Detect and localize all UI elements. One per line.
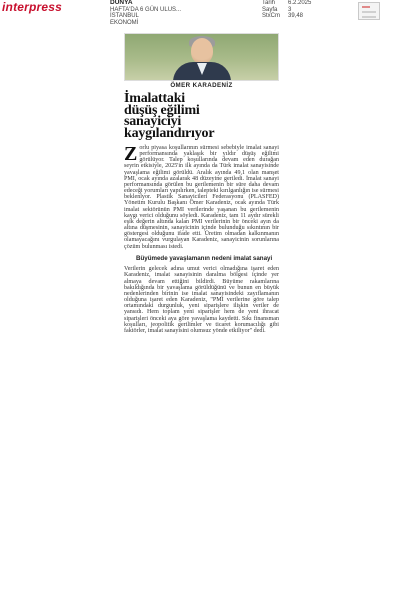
publication-info: [110, 0, 181, 26]
publication-frequency: HAFTA'DA 6 GÜN ULUS...: [110, 6, 182, 13]
meta-label: Tarih: [262, 0, 276, 6]
meta-row-stxcm: [262, 13, 328, 20]
meta-value: 39,48: [288, 13, 304, 19]
headline-line: kaygılandırıyor: [124, 125, 215, 141]
author-caption: ÖMER KARADENİZ: [170, 82, 233, 89]
meta-value: 6.2.2025: [288, 0, 312, 6]
paragraph-1-text: orlu piyasa koşullarının sürmesi sebebiyle imalat sanayi performansında yaklaşık bir yıldır düşüş eğilimi görülüyor. Talep koşullarında devam eden durağan seyrin etkisiyle, 2025'in ilk ayında da Türk imalat sanayisinde yavaşlama eğilimi görüldü. Aralık ayında 49,1 olan manşet PMI, ocak ayında azalarak 48 düzeyine geriledi. İmalat sanayi performansında görülen bu gerilemenin bir süre daha devam edeceği yorumları yapılırken, talepteki kırılganlığın ise sürmesi beklenlyor. Plastik Sanayicileri Federasyonu (PLASFED) Yönetim Kurulu Başkanı Ömer Karadeniz, ocak ayında Türk imalat sektörünün PMI verilerinde yaşanan bu gerilemenin kaygı verici olduğunu söyledi. Karadeniz, tam 11 aydır sürekli eşik değerin altında kalan PMI verilerinin bir önceki ayın da altına düşmesinin, sanayicinin içinde bulunduğu sıkıntının bir göstergesi olduğunu ifade etti. Üretim olmadan kalkınmanın olamayacağını vurgulayan Karadeniz, sanayicinin sorunlarına çözüm bulunması istedi.: [124, 145, 279, 250]
clipping-header: [0, 0, 400, 24]
clipping-meta: [262, 0, 328, 20]
interpress-logo: interpress: [2, 0, 63, 14]
publication-name: DÜNYA: [110, 0, 133, 6]
page-thumbnail-icon[interactable]: [358, 2, 380, 20]
paragraph-2: Verilerin gelecek adına umut verici olmadığına işaret eden Karadeniz, imalat sanayisinin daralma bölgesi içinde yer almaya devam ettiğini bildirdi. Büyüme rakamlarına bakıldığında bir yavaşlama görüldüğünü ve bunun en büyük nedenlerinden birinin ise imalat sanayisindeki zayıflamanın olduğuna işaret eden Karadeniz, "PMI verilerine göre talep ortamındaki durgunluk, yeni siparişlere ilişkin veriler de yansıdı. Hem toplam yeni siparişler hem de yeni ihracat siparişleri önceki aya göre yavaşlama kaydetti. Sıkı finansman koşulları, jeopolitik gerilimler ve ticaret korumacılığı gibi faktörler, imalat sanayisini olumsuz yönde etkiliyor" dedi.: [124, 266, 279, 334]
publication-category: EKONOMİ: [110, 19, 139, 26]
article: [124, 33, 279, 334]
headline-line: sanayiciyi: [124, 114, 182, 129]
article-subhead: Büyümede yavaşlamanın nedeni imalat sanayi: [136, 254, 273, 262]
author-photo: [124, 33, 279, 81]
meta-label: StxCm: [262, 13, 280, 19]
meta-value: 3: [288, 6, 292, 13]
article-body: [124, 145, 279, 334]
drop-cap: Z: [124, 143, 138, 165]
headline-line: İmalattaki: [124, 91, 186, 106]
paragraph-1: [124, 145, 279, 250]
headline-line: düşüş eğilimi: [124, 102, 200, 118]
article-headline: [124, 93, 279, 139]
meta-label: Sayfa: [262, 6, 278, 13]
publication-city: İSTANBUL: [110, 13, 139, 19]
